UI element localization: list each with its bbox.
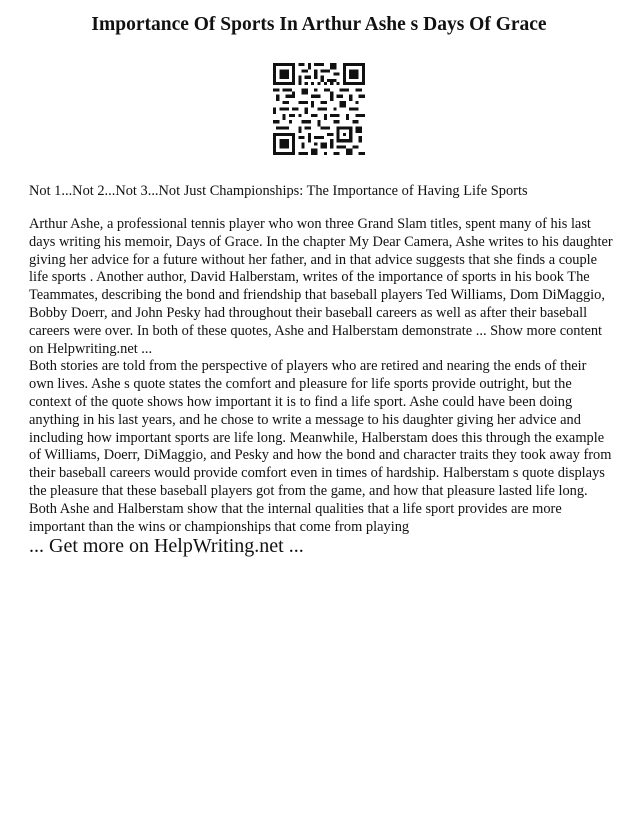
document-body xyxy=(29,216,613,536)
document-subtitle: Not 1...Not 2...Not 3...Not Just Championships: The Importance of Having Life Sports xyxy=(29,183,528,199)
body-paragraph-1: Arthur Ashe, a professional tennis player who won three Grand Slam titles, spent many of his last days writing his memoir, Days of Grace. In the chapter My Dear Camera, Ashe writes to his daughter giving her advice for a future without her father, and in that advice suggests that she finds a couple life sports . Another author, David Halberstam, writes of the importance of sports in his book The Teammates, describing the bond and friendship that baseball players Ted Williams, Dom DiMaggio, Bobby Doerr, and John Pesky had throughout their baseball careers as well as after their baseball careers were over. In both of these quotes, Ashe and Halberstam demonstrate ... Show more content on Helpwriting.net ... xyxy=(29,216,613,357)
document-title: Importance Of Sports In Arthur Ashe s Days Of Grace xyxy=(91,14,547,35)
body-paragraph-2: Both stories are told from the perspective of players who are retired and nearing the ends of their own lives. Ashe s quote states the comfort and pleasure for life sports provide outright, but the context of the quote shows how important it is to find a life sport. Ashe could have been doing anything in his last years, and he chose to write a message to his daughter giving her advice and including how important sports are life long. Meanwhile, Halberstam does this through the example of Williams, Doerr, DiMaggio, and Pesky and how the bond and character traits they took away from their baseball careers would provide comfort even in times of hardship. Halberstam s quote displays the pleasure that these baseball players got from the game, and how that pleasure lasted life long. Both Ashe and Halberstam show that the internal qualities that a life sport provides are more important than the wins or championships that come from playing xyxy=(29,358,612,535)
get-more-link[interactable]: ... Get more on HelpWriting.net ... xyxy=(29,535,304,557)
qr-code-icon[interactable] xyxy=(273,63,365,155)
